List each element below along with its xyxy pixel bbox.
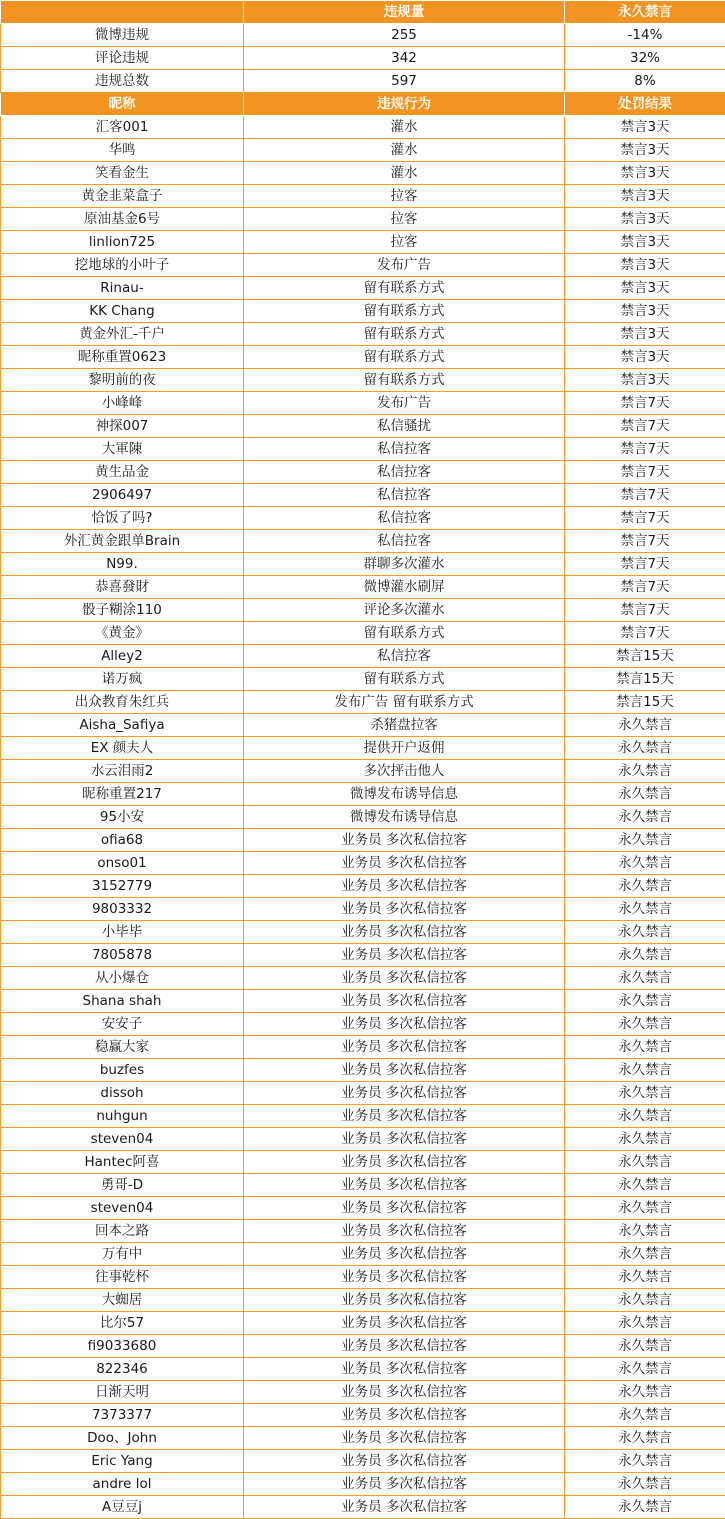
- cell-behavior: 业务员 多次私信拉客: [244, 967, 565, 990]
- cell-count: 255: [244, 24, 565, 47]
- cell-behavior: 私信拉客: [244, 645, 565, 668]
- cell-penalty: 永久禁言: [565, 1496, 725, 1519]
- table-row: [1, 875, 725, 898]
- table-row: [1, 944, 725, 967]
- cell-nickname: 黄生品金: [1, 461, 244, 484]
- cell-count: 597: [244, 70, 565, 93]
- cell-nickname: 骰子糊涂110: [1, 599, 244, 622]
- cell-nickname: nuhgun: [1, 1105, 244, 1128]
- cell-nickname: 外汇黄金跟单Brain: [1, 530, 244, 553]
- cell-penalty: 永久禁言: [565, 1197, 725, 1220]
- summary-header-row: [1, 1, 725, 24]
- table-row: [1, 231, 725, 254]
- cell-behavior: 私信骚扰: [244, 415, 565, 438]
- cell-behavior: 灌水: [244, 116, 565, 139]
- cell-penalty: 永久禁言: [565, 1335, 725, 1358]
- cell-nickname: ofia68: [1, 829, 244, 852]
- table-row: [1, 461, 725, 484]
- table-row: [1, 139, 725, 162]
- cell-penalty: 永久禁言: [565, 1151, 725, 1174]
- cell-nickname: Shana shah: [1, 990, 244, 1013]
- cell-behavior: 业务员 多次私信拉客: [244, 898, 565, 921]
- cell-nickname: Aisha_Safiya: [1, 714, 244, 737]
- cell-behavior: 业务员 多次私信拉客: [244, 1358, 565, 1381]
- cell-penalty: 禁言3天: [565, 254, 725, 277]
- cell-behavior: 留有联系方式: [244, 277, 565, 300]
- cell-behavior: 留有联系方式: [244, 323, 565, 346]
- table-row: [1, 806, 725, 829]
- table-row: [1, 1266, 725, 1289]
- cell-penalty: 禁言15天: [565, 645, 725, 668]
- cell-penalty: 永久禁言: [565, 898, 725, 921]
- cell-nickname: 小毕毕: [1, 921, 244, 944]
- table-row: [1, 1036, 725, 1059]
- cell-behavior: 业务员 多次私信拉客: [244, 1496, 565, 1519]
- cell-nickname: 95小安: [1, 806, 244, 829]
- cell-behavior: 发布广告: [244, 254, 565, 277]
- cell-penalty: 永久禁言: [565, 1013, 725, 1036]
- table-row: [1, 967, 725, 990]
- table-row: [1, 1473, 725, 1496]
- table-row: [1, 783, 725, 806]
- cell-nickname: 黄金外汇-千户: [1, 323, 244, 346]
- cell-behavior: 业务员 多次私信拉客: [244, 1404, 565, 1427]
- cell-nickname: 华鸣: [1, 139, 244, 162]
- cell-nickname: Rinau-: [1, 277, 244, 300]
- table-row: [1, 392, 725, 415]
- summary-row: [1, 47, 725, 70]
- cell-penalty: 永久禁言: [565, 852, 725, 875]
- cell-behavior: 私信拉客: [244, 438, 565, 461]
- cell-penalty: 永久禁言: [565, 1220, 725, 1243]
- cell-behavior: 留有联系方式: [244, 300, 565, 323]
- cell-behavior: 业务员 多次私信拉客: [244, 1312, 565, 1335]
- cell-behavior: 私信拉客: [244, 461, 565, 484]
- table-row: [1, 714, 725, 737]
- cell-permanent-ban-change: 8%: [565, 70, 725, 93]
- cell-behavior: 留有联系方式: [244, 622, 565, 645]
- cell-nickname: 比尔57: [1, 1312, 244, 1335]
- cell-category: 违规总数: [1, 70, 244, 93]
- cell-penalty: 禁言7天: [565, 461, 725, 484]
- table-row: [1, 1174, 725, 1197]
- cell-nickname: linlion725: [1, 231, 244, 254]
- cell-behavior: 业务员 多次私信拉客: [244, 921, 565, 944]
- table-row: [1, 599, 725, 622]
- table-row: [1, 1151, 725, 1174]
- cell-penalty: 禁言7天: [565, 599, 725, 622]
- cell-behavior: 杀猪盘拉客: [244, 714, 565, 737]
- cell-penalty: 禁言15天: [565, 668, 725, 691]
- cell-penalty: 永久禁言: [565, 806, 725, 829]
- cell-nickname: 神探007: [1, 415, 244, 438]
- cell-nickname: 勇哥-D: [1, 1174, 244, 1197]
- cell-nickname: A豆豆j: [1, 1496, 244, 1519]
- table-row: [1, 553, 725, 576]
- table-row: [1, 829, 725, 852]
- cell-behavior: 微博发布诱导信息: [244, 806, 565, 829]
- cell-penalty: 永久禁言: [565, 967, 725, 990]
- table-row: [1, 1082, 725, 1105]
- cell-behavior: 业务员 多次私信拉客: [244, 1013, 565, 1036]
- cell-penalty: 永久禁言: [565, 1174, 725, 1197]
- cell-penalty: 永久禁言: [565, 1358, 725, 1381]
- cell-behavior: 群聊多次灌水: [244, 553, 565, 576]
- cell-behavior: 业务员 多次私信拉客: [244, 875, 565, 898]
- cell-nickname: 汇客001: [1, 116, 244, 139]
- table-row: [1, 645, 725, 668]
- cell-nickname: N99.: [1, 553, 244, 576]
- table-row: [1, 277, 725, 300]
- cell-behavior: 业务员 多次私信拉客: [244, 829, 565, 852]
- table-row: [1, 1427, 725, 1450]
- table-row: [1, 116, 725, 139]
- cell-nickname: 3152779: [1, 875, 244, 898]
- table-row: [1, 760, 725, 783]
- header-cell-nickname: 昵称: [1, 93, 244, 116]
- table-row: [1, 1243, 725, 1266]
- cell-nickname: 往事乾杯: [1, 1266, 244, 1289]
- cell-behavior: 业务员 多次私信拉客: [244, 1220, 565, 1243]
- table-row: [1, 691, 725, 714]
- cell-penalty: 永久禁言: [565, 783, 725, 806]
- cell-nickname: 黄金韭菜盒子: [1, 185, 244, 208]
- cell-behavior: 拉客: [244, 185, 565, 208]
- cell-nickname: 昵称重置217: [1, 783, 244, 806]
- cell-penalty: 永久禁言: [565, 1473, 725, 1496]
- cell-penalty: 禁言15天: [565, 691, 725, 714]
- cell-penalty: 永久禁言: [565, 1036, 725, 1059]
- cell-behavior: 业务员 多次私信拉客: [244, 990, 565, 1013]
- cell-behavior: 业务员 多次私信拉客: [244, 1105, 565, 1128]
- cell-nickname: KK Chang: [1, 300, 244, 323]
- cell-nickname: buzfes: [1, 1059, 244, 1082]
- table-row: [1, 1450, 725, 1473]
- cell-penalty: 禁言7天: [565, 553, 725, 576]
- cell-nickname: 回本之路: [1, 1220, 244, 1243]
- cell-nickname: 从小爆仓: [1, 967, 244, 990]
- cell-behavior: 业务员 多次私信拉客: [244, 1082, 565, 1105]
- cell-behavior: 业务员 多次私信拉客: [244, 1036, 565, 1059]
- cell-penalty: 永久禁言: [565, 1404, 725, 1427]
- cell-penalty: 禁言3天: [565, 139, 725, 162]
- cell-penalty: 禁言7天: [565, 622, 725, 645]
- table-row: [1, 484, 725, 507]
- table-row: [1, 438, 725, 461]
- cell-penalty: 禁言7天: [565, 530, 725, 553]
- table-body: [1, 1, 725, 1519]
- table-row: [1, 921, 725, 944]
- cell-penalty: 永久禁言: [565, 944, 725, 967]
- table-row: [1, 1381, 725, 1404]
- cell-nickname: 7805878: [1, 944, 244, 967]
- cell-nickname: Alley2: [1, 645, 244, 668]
- cell-nickname: 稳赢大家: [1, 1036, 244, 1059]
- table-row: [1, 507, 725, 530]
- cell-behavior: 业务员 多次私信拉客: [244, 1450, 565, 1473]
- cell-behavior: 私信拉客: [244, 507, 565, 530]
- cell-behavior: 业务员 多次私信拉客: [244, 1059, 565, 1082]
- cell-penalty: 禁言3天: [565, 208, 725, 231]
- cell-nickname: 笑看金生: [1, 162, 244, 185]
- table-row: [1, 162, 725, 185]
- cell-nickname: 诺万疯: [1, 668, 244, 691]
- cell-penalty: 禁言7天: [565, 484, 725, 507]
- cell-nickname: 安安子: [1, 1013, 244, 1036]
- table-row: [1, 1013, 725, 1036]
- cell-penalty: 禁言3天: [565, 231, 725, 254]
- header-cell-category: [1, 1, 244, 24]
- cell-behavior: 留有联系方式: [244, 668, 565, 691]
- cell-penalty: 永久禁言: [565, 1450, 725, 1473]
- cell-penalty: 永久禁言: [565, 737, 725, 760]
- cell-penalty: 永久禁言: [565, 921, 725, 944]
- cell-behavior: 微博灌水刷屏: [244, 576, 565, 599]
- cell-penalty: 永久禁言: [565, 1266, 725, 1289]
- cell-nickname: 恭喜發財: [1, 576, 244, 599]
- cell-nickname: steven04: [1, 1197, 244, 1220]
- cell-nickname: 2906497: [1, 484, 244, 507]
- cell-nickname: 万有中: [1, 1243, 244, 1266]
- table-row: [1, 737, 725, 760]
- cell-penalty: 永久禁言: [565, 1381, 725, 1404]
- cell-nickname: Hantec阿喜: [1, 1151, 244, 1174]
- cell-nickname: EX 颜夫人: [1, 737, 244, 760]
- cell-penalty: 禁言7天: [565, 415, 725, 438]
- cell-nickname: 7373377: [1, 1404, 244, 1427]
- table-row: [1, 300, 725, 323]
- table-row: [1, 1220, 725, 1243]
- cell-nickname: fi9033680: [1, 1335, 244, 1358]
- cell-penalty: 永久禁言: [565, 1128, 725, 1151]
- cell-behavior: 业务员 多次私信拉客: [244, 1335, 565, 1358]
- cell-behavior: 业务员 多次私信拉客: [244, 1128, 565, 1151]
- cell-behavior: 业务员 多次私信拉客: [244, 1243, 565, 1266]
- cell-nickname: 出众教育朱红兵: [1, 691, 244, 714]
- list-header-row: [1, 93, 725, 116]
- cell-penalty: 禁言3天: [565, 346, 725, 369]
- header-cell-penalty: 处罚结果: [565, 93, 725, 116]
- cell-behavior: 业务员 多次私信拉客: [244, 1174, 565, 1197]
- cell-penalty: 永久禁言: [565, 1289, 725, 1312]
- cell-category: 微博违规: [1, 24, 244, 47]
- summary-row: [1, 70, 725, 93]
- table-row: [1, 185, 725, 208]
- cell-nickname: 小峰峰: [1, 392, 244, 415]
- cell-nickname: 原油基金6号: [1, 208, 244, 231]
- cell-nickname: Doo、John: [1, 1427, 244, 1450]
- table-row: [1, 668, 725, 691]
- cell-behavior: 业务员 多次私信拉客: [244, 1266, 565, 1289]
- cell-permanent-ban-change: -14%: [565, 24, 725, 47]
- cell-penalty: 永久禁言: [565, 829, 725, 852]
- cell-penalty: 禁言3天: [565, 277, 725, 300]
- cell-behavior: 发布广告: [244, 392, 565, 415]
- cell-penalty: 永久禁言: [565, 1105, 725, 1128]
- cell-behavior: 私信拉客: [244, 484, 565, 507]
- table-row: [1, 1404, 725, 1427]
- cell-penalty: 永久禁言: [565, 875, 725, 898]
- cell-behavior: 提供开户返佣: [244, 737, 565, 760]
- cell-behavior: 留有联系方式: [244, 369, 565, 392]
- cell-permanent-ban-change: 32%: [565, 47, 725, 70]
- cell-penalty: 禁言7天: [565, 576, 725, 599]
- cell-behavior: 业务员 多次私信拉客: [244, 1197, 565, 1220]
- cell-category: 评论违规: [1, 47, 244, 70]
- cell-behavior: 业务员 多次私信拉客: [244, 1427, 565, 1450]
- table-row: [1, 1059, 725, 1082]
- cell-nickname: 挖地球的小叶子: [1, 254, 244, 277]
- cell-behavior: 留有联系方式: [244, 346, 565, 369]
- cell-nickname: 9803332: [1, 898, 244, 921]
- table-row: [1, 852, 725, 875]
- cell-behavior: 微博发布诱导信息: [244, 783, 565, 806]
- cell-behavior: 私信拉客: [244, 530, 565, 553]
- table-row: [1, 530, 725, 553]
- cell-behavior: 拉客: [244, 208, 565, 231]
- cell-nickname: 《黄金》: [1, 622, 244, 645]
- cell-penalty: 永久禁言: [565, 714, 725, 737]
- cell-nickname: 822346: [1, 1358, 244, 1381]
- table-row: [1, 1105, 725, 1128]
- cell-behavior: 业务员 多次私信拉客: [244, 1473, 565, 1496]
- table-row: [1, 1335, 725, 1358]
- cell-penalty: 永久禁言: [565, 1082, 725, 1105]
- table-row: [1, 1289, 725, 1312]
- table-row: [1, 346, 725, 369]
- cell-nickname: onso01: [1, 852, 244, 875]
- summary-row: [1, 24, 725, 47]
- cell-penalty: 禁言3天: [565, 323, 725, 346]
- cell-penalty: 禁言3天: [565, 116, 725, 139]
- cell-penalty: 禁言3天: [565, 162, 725, 185]
- cell-nickname: 水云泪雨2: [1, 760, 244, 783]
- cell-penalty: 永久禁言: [565, 1312, 725, 1335]
- cell-count: 342: [244, 47, 565, 70]
- cell-penalty: 禁言7天: [565, 507, 725, 530]
- table-row: [1, 990, 725, 1013]
- cell-nickname: 恰饭了吗?: [1, 507, 244, 530]
- cell-penalty: 禁言3天: [565, 369, 725, 392]
- table-row: [1, 1496, 725, 1519]
- table-row: [1, 1197, 725, 1220]
- table-row: [1, 415, 725, 438]
- table-row: [1, 369, 725, 392]
- cell-behavior: 业务员 多次私信拉客: [244, 1381, 565, 1404]
- cell-behavior: 灌水: [244, 162, 565, 185]
- cell-behavior: 业务员 多次私信拉客: [244, 944, 565, 967]
- cell-nickname: 昵称重置0623: [1, 346, 244, 369]
- cell-penalty: 禁言3天: [565, 300, 725, 323]
- cell-behavior: 业务员 多次私信拉客: [244, 1151, 565, 1174]
- cell-behavior: 业务员 多次私信拉客: [244, 1289, 565, 1312]
- cell-nickname: andre lol: [1, 1473, 244, 1496]
- cell-nickname: 大軍陳: [1, 438, 244, 461]
- cell-penalty: 禁言7天: [565, 392, 725, 415]
- cell-penalty: 永久禁言: [565, 990, 725, 1013]
- cell-behavior: 业务员 多次私信拉客: [244, 852, 565, 875]
- cell-behavior: 发布广告 留有联系方式: [244, 691, 565, 714]
- cell-nickname: 大蜘居: [1, 1289, 244, 1312]
- table-row: [1, 254, 725, 277]
- cell-nickname: dissoh: [1, 1082, 244, 1105]
- cell-behavior: 拉客: [244, 231, 565, 254]
- header-cell-count: 违规量: [244, 1, 565, 24]
- cell-behavior: 灌水: [244, 139, 565, 162]
- cell-nickname: 黎明前的夜: [1, 369, 244, 392]
- header-cell-behavior: 违规行为: [244, 93, 565, 116]
- cell-penalty: 永久禁言: [565, 1427, 725, 1450]
- table-row: [1, 323, 725, 346]
- table-row: [1, 898, 725, 921]
- table-row: [1, 208, 725, 231]
- table-row: [1, 1128, 725, 1151]
- cell-behavior: 评论多次灌水: [244, 599, 565, 622]
- cell-nickname: 日渐天明: [1, 1381, 244, 1404]
- cell-nickname: steven04: [1, 1128, 244, 1151]
- cell-behavior: 多次抨击他人: [244, 760, 565, 783]
- table-row: [1, 622, 725, 645]
- cell-penalty: 永久禁言: [565, 760, 725, 783]
- cell-penalty: 永久禁言: [565, 1059, 725, 1082]
- cell-penalty: 永久禁言: [565, 1243, 725, 1266]
- cell-nickname: Eric Yang: [1, 1450, 244, 1473]
- table-row: [1, 1358, 725, 1381]
- cell-penalty: 禁言7天: [565, 438, 725, 461]
- header-cell-permanent-ban-change: 永久禁言: [565, 1, 725, 24]
- cell-penalty: 禁言3天: [565, 185, 725, 208]
- table-row: [1, 1312, 725, 1335]
- table-row: [1, 576, 725, 599]
